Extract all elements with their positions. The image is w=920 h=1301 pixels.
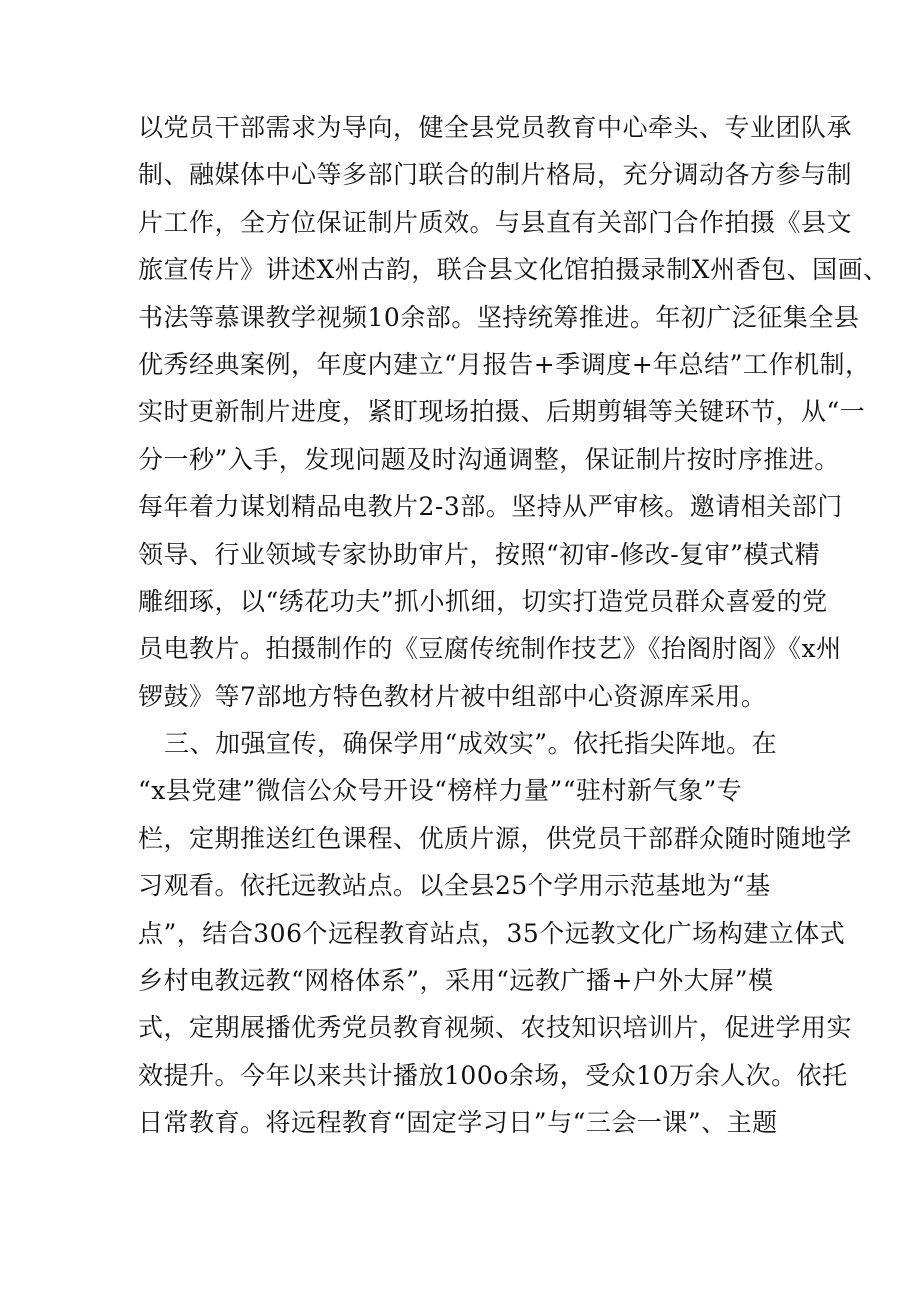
- text-line: 优秀经典案例，年度内建立“月报告+季调度+年总结”工作机制，: [138, 349, 871, 379]
- text-line: 旅宣传片》讲述X州古韵，联合县文化馆拍摄录制X州香包、国画、: [138, 255, 889, 285]
- text-line: 乡村电教远教“网格体系”，采用“远教广播+户外大屏”模: [138, 966, 774, 996]
- text-line: 书法等慕课教学视频10余部。坚持统筹推进。年初广泛征集全县: [138, 302, 860, 332]
- document-body: [138, 104, 889, 1147]
- text-line: 以党员干部需求为导向，健全县党员教育中心牵头、专业团队承: [138, 113, 853, 142]
- text-line: 制、融媒体中心等多部门联合的制片格局，充分调动各方参与制: [138, 160, 853, 190]
- text-line: 员电教片。拍摄制作的《豆腐传统制作技艺》《抬阁肘阁》《x州: [138, 634, 842, 664]
- text-line: “x县党建”微信公众号开设“榜样力量”“驻村新气象”专: [138, 776, 743, 806]
- text-line: 实时更新制片进度，紧盯现场拍摄、后期剪辑等关键环节，从“一: [138, 397, 866, 427]
- section-heading-line: 三、加强宣传，确保学用“成效实”。依托指尖阵地。在: [164, 729, 778, 759]
- text-line: 领导、行业领域专家协助审片，按照“初审-修改-复审”模式精: [138, 539, 820, 569]
- text-line: 锣鼓》等7部地方特色教材片被中组部中心资源库采用。: [138, 681, 767, 711]
- text-line: 效提升。今年以来共计播放100o余场，受众10万余人次。依托: [138, 1060, 848, 1090]
- text-line: 栏，定期推送红色课程、优质片源，供党员干部群众随时随地学: [138, 823, 853, 853]
- text-line: 片工作，全方位保证制片质效。与县直有关部门合作拍摄《县文: [138, 207, 853, 237]
- text-line: 式，定期展播优秀党员教育视频、农技知识培训片，促进学用实: [138, 1013, 853, 1043]
- text-line: 习观看。依托远教站点。以全县25个学用示范基地为“基: [138, 871, 771, 901]
- text-line: 分一秒”入手，发现问题及时沟通调整，保证制片按时序推进。: [138, 444, 840, 474]
- text-line: 日常教育。将远程教育“固定学习日”与“三会一课”、主题: [138, 1108, 778, 1138]
- text-line: 雕细琢，以“绣花功夫”抓小抓细，切实打造党员群众喜爱的党: [138, 586, 828, 616]
- text-line: 每年着力谋划精品电教片2-3部。坚持从严审核。邀请相关部门: [138, 492, 843, 522]
- text-line: 点”，结合306个远程教育站点，35个远教文化广场构建立体式: [138, 918, 846, 948]
